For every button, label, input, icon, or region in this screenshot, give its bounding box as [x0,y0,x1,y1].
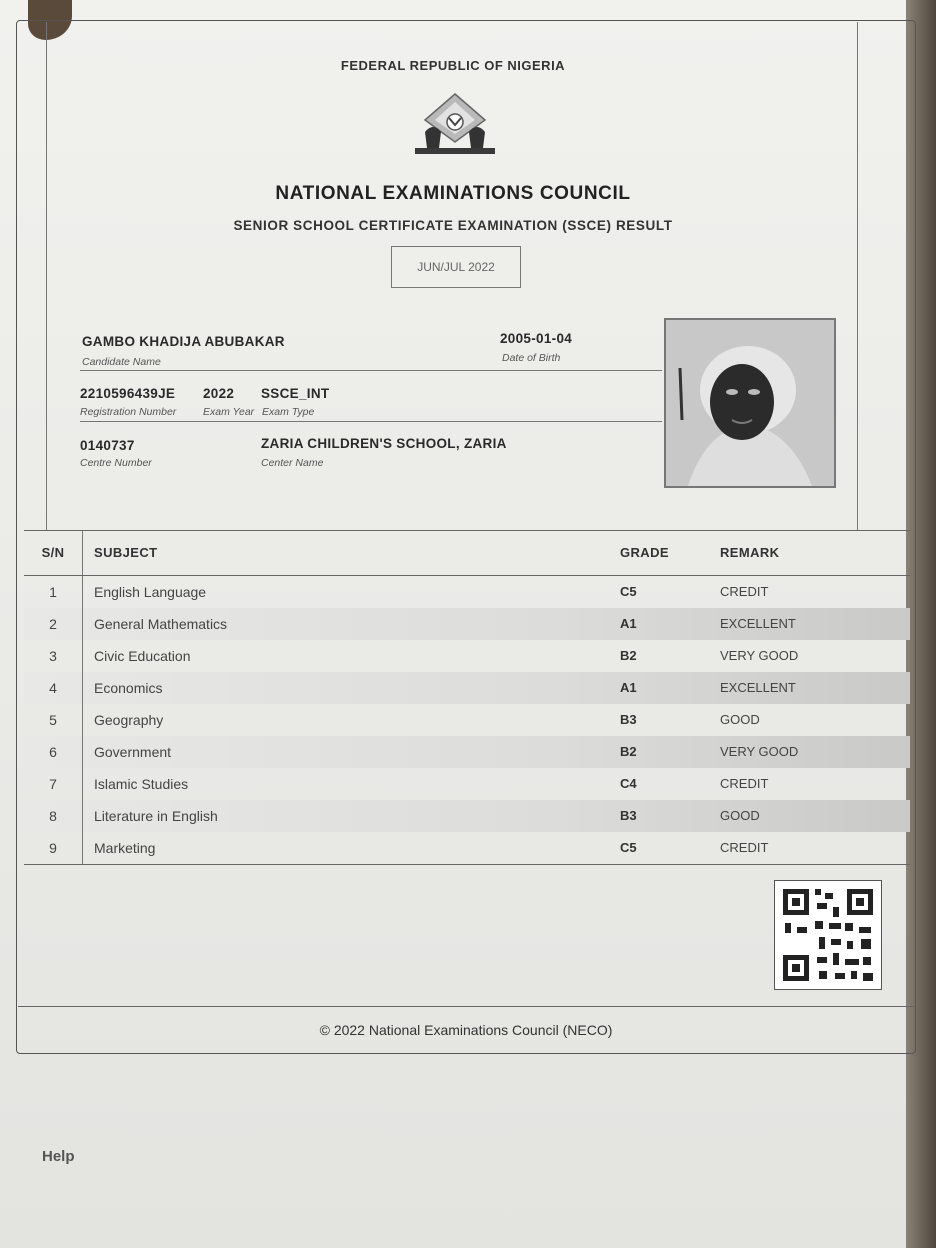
registration-number-caption: Registration Number [80,406,177,418]
help-link[interactable]: Help [42,1148,75,1165]
row-subject: Islamic Studies [94,776,189,792]
row-grade: C4 [620,776,637,791]
date-of-birth: 2005-01-04 [500,331,573,346]
row-sn: 6 [49,744,57,760]
header-grade: GRADE [620,545,669,560]
table-row [24,576,910,608]
centre-name: ZARIA CHILDREN'S SCHOOL, ZARIA [261,436,507,451]
table-row [24,672,910,704]
row-sn: 7 [49,776,57,792]
results-header [24,531,910,576]
column-divider [82,576,83,608]
divider [80,370,662,371]
row-subject: Government [94,744,172,760]
coat-of-arms-icon [413,92,497,158]
row-sn: 4 [49,680,57,696]
column-divider [82,672,83,704]
row-grade: C5 [620,840,637,855]
registration-number: 2210596439JE [80,386,176,401]
header-sn: S/N [41,545,65,560]
column-divider [82,800,83,832]
row-sn: 1 [49,584,57,600]
row-grade: B3 [620,808,637,823]
row-grade: C5 [620,584,637,599]
row-remark: EXCELLENT [720,616,796,631]
exam-type-caption: Exam Type [262,406,315,418]
row-remark: CREDIT [720,776,769,791]
divider [80,421,662,422]
header-subject: SUBJECT [94,545,158,560]
column-divider [82,704,83,736]
row-remark: VERY GOOD [720,648,799,663]
exam-year: 2022 [203,386,235,401]
row-subject: Literature in English [94,808,218,824]
row-sn: 5 [49,712,57,728]
row-remark: VERY GOOD [720,744,799,759]
centre-number-caption: Centre Number [80,457,152,469]
row-sn: 3 [49,648,57,664]
row-subject: Civic Education [94,648,191,664]
row-grade: A1 [620,680,637,695]
session-badge: JUN/JUL 2022 [391,246,521,288]
column-divider [82,608,83,640]
centre-name-caption: Center Name [261,457,324,469]
row-subject: General Mathematics [94,616,228,632]
exam-title: SENIOR SCHOOL CERTIFICATE EXAMINATION (SSCE) RESULT [233,218,673,233]
row-grade: B2 [620,648,637,663]
row-grade: B2 [620,744,637,759]
country-heading: FEDERAL REPUBLIC OF NIGERIA [340,58,566,73]
candidate-name-caption: Candidate Name [82,356,161,368]
table-row [24,800,910,832]
table-row [24,832,910,864]
row-remark: CREDIT [720,840,769,855]
row-remark: CREDIT [720,584,769,599]
row-remark: GOOD [720,712,760,727]
column-divider [82,736,83,768]
row-sn: 8 [49,808,57,824]
table-row [24,608,910,640]
council-title: NATIONAL EXAMINATIONS COUNCIL [275,183,631,204]
row-sn: 9 [49,840,57,856]
table-row [24,736,910,768]
row-sn: 2 [49,616,57,632]
column-divider [82,832,83,864]
row-subject: Economics [94,680,163,696]
results-table [24,530,910,865]
row-subject: Geography [94,712,164,728]
candidate-name: GAMBO KHADIJA ABUBAKAR [82,334,285,349]
row-subject: Marketing [94,840,156,856]
qr-code-icon [774,880,882,990]
row-grade: A1 [620,616,637,631]
row-grade: B3 [620,712,637,727]
centre-number: 0140737 [80,438,135,453]
table-row [24,768,910,800]
candidate-photo [664,318,836,488]
date-of-birth-caption: Date of Birth [502,352,561,364]
copyright-footer: © 2022 National Examinations Council (NECO) [319,1022,613,1038]
column-divider [82,531,83,575]
table-row [24,640,910,672]
header-remark: REMARK [720,545,780,560]
row-remark: EXCELLENT [720,680,796,695]
row-remark: GOOD [720,808,760,823]
column-divider [82,768,83,800]
column-divider [82,640,83,672]
exam-year-caption: Exam Year [203,406,255,418]
table-row [24,704,910,736]
row-subject: English Language [94,584,207,600]
exam-type: SSCE_INT [261,386,330,401]
